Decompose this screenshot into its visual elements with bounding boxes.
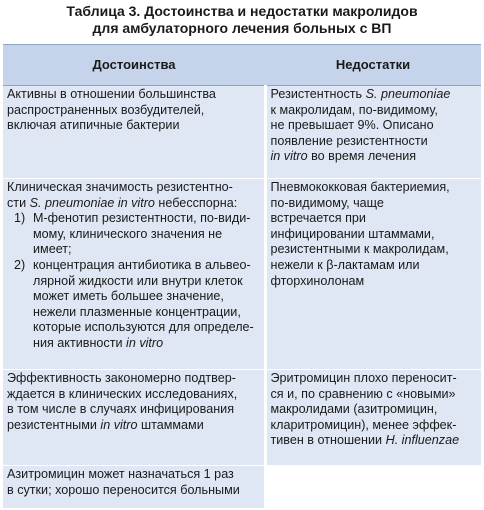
italic-term: in vitro [100, 417, 138, 432]
caption-line-2: для амбулаторного лечения больных с ВП [92, 20, 392, 36]
disadvantage-cell [265, 179, 481, 370]
text-line: распространенных возбудителей, [7, 102, 205, 117]
text-line: фторхинолонам [270, 273, 365, 288]
list-item-continuation: нежели плазменные концентрации, [33, 304, 241, 319]
list-item-continuation: которые используются для определе- [33, 320, 254, 335]
text-line: резистентными к макролидам, [270, 242, 449, 257]
text-line: Эритромицин плохо переносит- [270, 371, 457, 385]
text-line: Резистентность S. pneumoniae [270, 87, 451, 101]
table-caption [0, 0, 484, 40]
list-item-continuation: ния активности in vitro [33, 335, 164, 350]
text-line: кларитромицин), менее эффек- [270, 417, 457, 432]
text-line: включая атипичные бактерии [7, 118, 180, 133]
text-line: ся и, по сравнению с «новыми» [270, 386, 456, 401]
header-advantages: Достоинства [3, 45, 265, 86]
text-line: макролидами (азитромицин, [270, 402, 438, 417]
list-item-continuation: имеет; [33, 242, 72, 257]
list-item-continuation: может иметь большее значение, [33, 289, 224, 304]
table-row [3, 466, 481, 509]
advantage-cell [3, 86, 265, 179]
list-number: 2) [14, 257, 26, 272]
text-line: ждается в клинических исследованиях, [7, 386, 238, 401]
disadvantage-cell [265, 370, 481, 466]
disadvantage-cell [265, 86, 481, 179]
list-number: 1) [14, 211, 26, 226]
advantage-cell [3, 370, 265, 466]
text-line: Пневмококковая бактериемия, [270, 180, 450, 194]
advantage-cell [3, 179, 265, 370]
text-line: в сутки; хорошо переносится больными [7, 482, 240, 497]
text-line: Азитромицин может назначаться 1 раз [7, 467, 234, 481]
header-disadvantages: Недостатки [265, 45, 481, 86]
macrolides-table [3, 44, 481, 508]
species-name: S. pneumoniae in vitro [29, 195, 155, 210]
table-row [3, 370, 481, 466]
italic-term: in vitro [270, 149, 308, 164]
text-line: Клиническая значимость резистентно- [7, 180, 233, 194]
table-header-row [3, 45, 481, 86]
list-item: 2) концентрация антибиотика в альвео- [14, 257, 251, 272]
text-line: инфицировании штаммами, [270, 226, 435, 241]
list-item-continuation: лярной жидкости или внутри клеток [33, 273, 243, 288]
table-row [3, 86, 481, 179]
text-line: не превышает 9%. Описано [270, 118, 434, 133]
text-line: Активны в отношении большинства [7, 87, 216, 101]
species-name: H. influenzae [385, 433, 460, 448]
text-line: в том числе в случаях инфицирования [7, 402, 235, 417]
text-line: резистентными in vitro штаммами [7, 417, 204, 432]
text-line: сти S. pneumoniae in vitro небесспорна: [7, 195, 238, 210]
text-line: in vitro во время лечения [270, 149, 417, 164]
text-line: Эффективность закономерно подтвер- [7, 371, 236, 385]
italic-term: in vitro [126, 335, 164, 350]
text-line: тивен в отношении H. influenzae [270, 433, 460, 448]
advantage-cell [3, 466, 265, 509]
list-item: 1) М-фенотип резистентности, по-види- [14, 211, 251, 226]
text-line: по-видимому, чаще [270, 195, 384, 210]
empty-cell [265, 466, 481, 509]
text-line: встречается при [270, 211, 366, 226]
text-line: появление резистентности [270, 133, 428, 148]
table-row [3, 179, 481, 370]
caption-line-1: Таблица 3. Достоинства и недостатки макролидов [66, 3, 418, 19]
text-line: к макролидам, по-видимому, [270, 102, 438, 117]
text-line: нежели к β-лактамам или [270, 257, 420, 272]
species-name: S. pneumoniae [365, 87, 451, 101]
list-item-continuation: мому, клинического значения не [33, 226, 223, 241]
